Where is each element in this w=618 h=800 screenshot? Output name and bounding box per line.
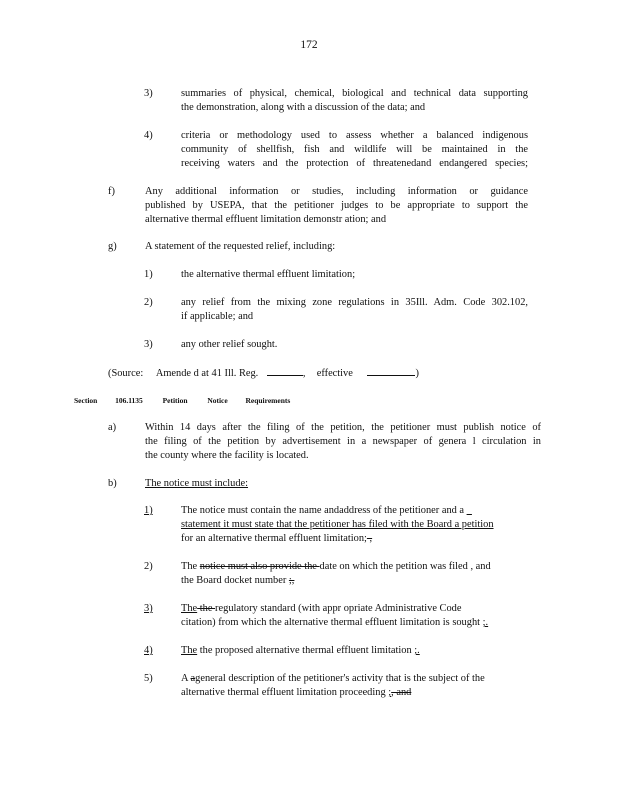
item-label: f) [108, 186, 115, 197]
text-span: the proposed alternative thermal effluent limitation [197, 645, 415, 656]
source-effective: effective [316, 368, 353, 379]
section-title-word: Petition [162, 396, 188, 405]
list-item-text [181, 672, 533, 700]
section-title-word: Notice [207, 396, 228, 405]
list-item-number: 2) [144, 297, 153, 308]
list-item-number: 1) [144, 505, 153, 516]
text-span: The [181, 561, 200, 572]
text-line [181, 504, 533, 518]
source-suffix: ) [415, 368, 419, 379]
source-sep: , [302, 368, 309, 379]
list-item-number: 3) [144, 339, 153, 350]
inserted-text: ; [388, 687, 392, 698]
list-item-number: 5) [144, 673, 153, 684]
inserted-text: The [181, 603, 198, 614]
source-prefix: (Source: [108, 368, 144, 379]
blank-effective-date [367, 365, 415, 376]
inserted-text: The [181, 645, 198, 656]
list-item-text [181, 504, 533, 546]
section-number: 106.1135 [115, 396, 143, 405]
deleted-text: , [366, 533, 373, 544]
text-line [181, 616, 533, 630]
item-text [145, 185, 528, 227]
text-line: alternative thermal effluent limitation demonstr ation; and [145, 214, 387, 225]
blank-register-page [267, 365, 303, 376]
source-note [108, 365, 419, 381]
item-label: b) [108, 478, 117, 489]
text-line [181, 560, 533, 574]
list-item-text [181, 129, 528, 171]
text-line: receiving waters and the protection of threatenedand endangered species; [181, 158, 528, 169]
list-item-text [181, 602, 533, 630]
text-span: general description of the petitioner's activity that is the subject of the [195, 673, 485, 684]
item-text [145, 421, 541, 463]
inserted-text: ;. [414, 645, 420, 656]
text-line: the demonstration, along with a discussion of the data; and [181, 102, 426, 113]
text-line: Within 14 days after the filing of the petition, the petitioner must publish notice of [145, 422, 541, 433]
list-item-text [181, 560, 533, 588]
text-span: alternative thermal effluent limitation proceeding [181, 687, 389, 698]
list-item-number: 3) [144, 88, 153, 99]
list-item-number: 4) [144, 130, 153, 141]
text-span: date on which the petition was filed , and [319, 561, 491, 572]
section-word: Section [74, 396, 98, 405]
text-line: published by USEPA, that the petitioner judges to be appropriate to support the [145, 200, 528, 211]
text-line: Any additional information or studies, including information or guidance [145, 186, 528, 197]
text-span: citation) from which the alternative thermal effluent limitation is sought [181, 617, 483, 628]
section-title-word: Requirements [245, 396, 291, 405]
text-line: the filing of the petition by advertisement in a newspaper of genera l circulation in [145, 436, 541, 447]
list-item-text: the alternative thermal effluent limitation; [181, 269, 356, 280]
inserted-text: _ [466, 505, 472, 516]
section-heading [74, 394, 290, 408]
deleted-text: , and [391, 687, 412, 698]
deleted-text: the [197, 603, 216, 614]
text-line: summaries of physical, chemical, biological and technical data supporting [181, 88, 528, 99]
text-span: the Board docket number [181, 575, 289, 586]
text-line [181, 686, 533, 700]
text-span: The notice must contain the name andaddress of the petitioner and a [181, 505, 465, 516]
deleted-text: notice must also provide the [199, 561, 320, 572]
text-line [181, 518, 533, 532]
text-line [181, 532, 533, 546]
deleted-text: ;, [288, 575, 295, 586]
text-line [181, 672, 533, 686]
item-text: A statement of the requested relief, including: [145, 241, 336, 252]
text-line [181, 602, 533, 616]
list-item-text: any other relief sought. [181, 339, 278, 350]
text-line: community of shellfish, fish and wildlife will be maintained in the [181, 144, 528, 155]
deleted-text: a [190, 673, 196, 684]
page-number: 172 [300, 39, 318, 51]
text-line: any relief from the mixing zone regulations in 35Ill. Adm. Code 302.102, [181, 297, 528, 308]
text-line: if applicable; and [181, 311, 254, 322]
inserted-text: ;. [482, 617, 489, 628]
list-item-text [181, 87, 528, 115]
list-item-text [181, 644, 420, 658]
list-item-number: 1) [144, 269, 153, 280]
text-span: for an alternative thermal effluent limitation; [181, 533, 367, 544]
inserted-text: it must state that the petitioner has filed with the Board a petition [220, 519, 494, 530]
item-label: a) [108, 422, 117, 433]
list-item-text [181, 296, 528, 324]
list-item-number: 2) [144, 561, 153, 572]
list-item-number: 4) [144, 645, 153, 656]
text-line: criteria or methodology used to assess whether a balanced indigenous [181, 130, 528, 141]
text-line: the county where the facility is located. [145, 450, 309, 461]
inserted-text: statement [181, 519, 221, 530]
item-label: g) [108, 241, 117, 252]
text-line [181, 574, 533, 588]
source-text: Amende d at 41 Ill. Reg. [155, 368, 259, 379]
text-span: regulatory standard (with appr opriate Administrative Code [215, 603, 462, 614]
list-item-number: 3) [144, 603, 153, 614]
text-span: A [181, 673, 191, 684]
item-text: The notice must include: [145, 478, 249, 489]
